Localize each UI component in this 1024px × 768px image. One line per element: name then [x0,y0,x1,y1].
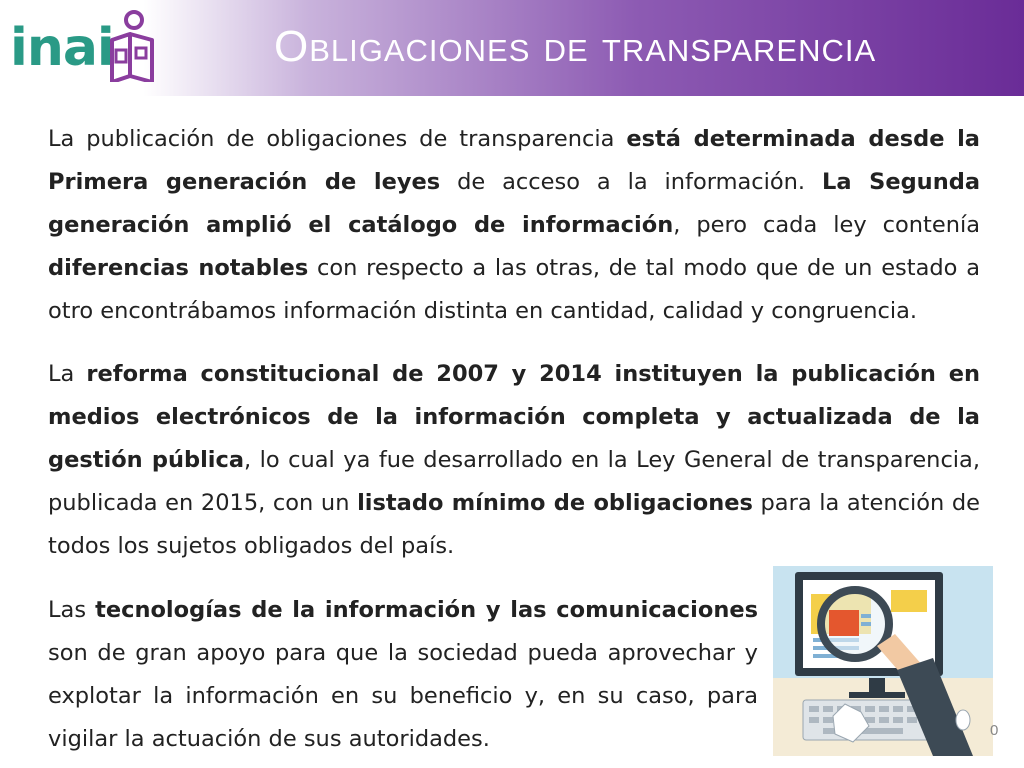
inai-logo-text: inai [10,18,114,78]
paragraph-first-generation [48,118,980,333]
header-banner [0,0,1024,96]
bold-text-segment: listado mínimo de obligaciones [357,490,753,516]
page-title: Obligaciones de transparencia [274,22,877,71]
bold-text-segment: diferencias notables [48,255,309,281]
text-segment: con respecto a las otras, de tal modo que de un estado a otro encontrábamos información distinta en cantidad, calidad y congruencia. [48,255,980,324]
page-number: 0 [990,722,999,739]
bold-text-segment: está determinada desde la Primera generación de leyes [48,126,980,195]
paragraph-technologies [48,589,758,761]
text-segment: son de gran apoyo para que la sociedad pueda aprovechar y explotar la información en su beneficio y, en su caso, para vigilar la actuación de sus autoridades. [48,640,758,752]
bold-text-segment: La Segunda generación amplió el catálogo de información [48,169,981,238]
text-segment: La publicación de obligaciones de transparencia [48,126,627,152]
text-segment: , pero cada ley contenía [673,212,980,238]
bold-text-segment: reforma constitucional de 2007 y 2014 instituyen la publicación en medios electrónicos de la información completa y actualizada de la gestión pública [48,361,981,473]
inai-logo-icon [106,10,156,82]
text-segment: La [48,361,87,387]
paragraph-constitutional-reform [48,353,980,568]
computer-magnifier-illustration [773,566,993,756]
text-segment: , lo cual ya fue desarrollado en la Ley General de transparencia, publicada en 2015, con un [48,447,981,516]
bold-text-segment: tecnologías de la información y las comunicaciones [95,597,758,623]
text-segment: Las [48,597,96,623]
text-segment: de acceso a la información. [440,169,822,195]
text-segment: para la atención de todos los sujetos obligados del país. [48,490,981,559]
